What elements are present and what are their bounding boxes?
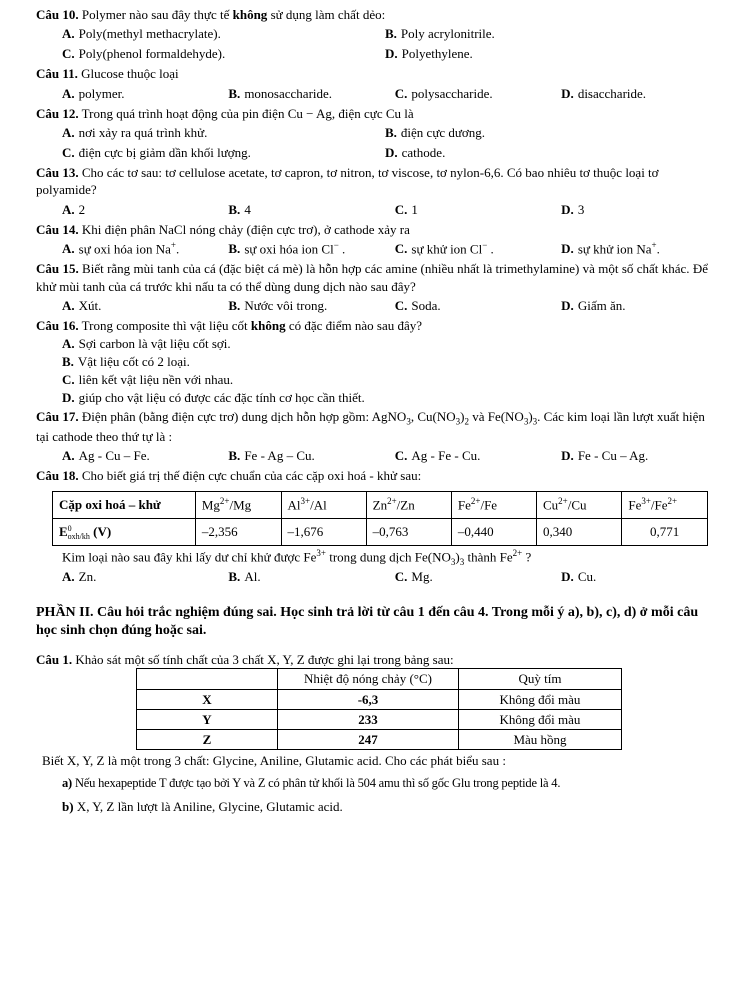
question-text: Trong composite thì vật liệu cốt <box>78 317 251 333</box>
ion: Zn <box>372 497 388 513</box>
subscript: 3 <box>459 556 465 567</box>
emphasis: không <box>250 317 286 333</box>
table-cell <box>366 491 451 518</box>
option-text: polymer. <box>78 85 125 101</box>
subscript: 3 <box>532 416 538 427</box>
option-label: C. <box>394 201 408 217</box>
option-b[interactable] <box>228 240 394 257</box>
question-15 <box>36 260 708 294</box>
question-text: ) <box>460 408 465 424</box>
option-b[interactable] <box>228 85 394 102</box>
table-header: Nhiệt độ nóng chảy (°C) <box>278 669 459 689</box>
table-cell <box>537 491 622 518</box>
option-text: điện cực dương. <box>400 124 486 140</box>
option-text: Poly(phenol formaldehyde). <box>78 46 226 62</box>
option-b[interactable] <box>228 568 394 585</box>
statement-label: a) <box>62 776 73 791</box>
punct: . <box>656 241 660 257</box>
option-text: Sợi carbon là vật liệu cốt sợi. <box>78 335 231 351</box>
option-a[interactable] <box>62 201 228 218</box>
question-text: có đặc điểm nào sau đây? <box>285 317 423 333</box>
table-cell: –0,440 <box>451 518 536 545</box>
option-text: 4 <box>244 201 251 217</box>
question-text: Glucose thuộc loại <box>77 66 179 82</box>
option-text: sự khử ion Na <box>577 241 652 257</box>
table-cell: Z <box>137 729 278 749</box>
subscript: 2 <box>464 416 469 427</box>
question-18-followup <box>36 548 708 569</box>
option-label: B. <box>228 297 241 313</box>
question-text: Polymer nào sau đây thực tế <box>78 7 233 22</box>
option-label: B. <box>62 354 74 370</box>
charge: + <box>170 239 176 250</box>
option-label: C. <box>62 46 75 62</box>
punct: . <box>487 241 494 257</box>
option-label: B. <box>228 201 241 217</box>
option-text: Poly acrylonitrile. <box>400 26 495 42</box>
metal: /Mg <box>229 497 252 513</box>
option-a[interactable] <box>62 85 228 102</box>
option-b[interactable] <box>385 25 708 42</box>
note: Biết X, Y, Z là một trong 3 chất: Glycine, Aniline, Glutamic acid. Cho các phát biểu sau : <box>42 753 506 769</box>
option-label: B. <box>385 124 397 140</box>
properties-table <box>136 668 622 750</box>
superscript: 0 <box>67 523 72 533</box>
option-c[interactable] <box>395 201 561 218</box>
subscript: oxh/kh <box>67 531 90 541</box>
subscript: 3 <box>455 416 461 427</box>
question-label: Câu 15. <box>36 261 79 277</box>
option-label: D. <box>385 46 398 62</box>
table-cell <box>622 491 708 518</box>
option-label: A. <box>62 124 75 140</box>
question-text: ? <box>522 548 532 564</box>
question-text: thành Fe <box>464 548 513 564</box>
options <box>36 25 708 42</box>
options <box>36 144 708 161</box>
question-text: và Fe(NO <box>468 408 524 424</box>
statement-text: X, Y, Z lần lượt là Aniline, Glycine, Glutamic acid. <box>73 798 343 814</box>
option-text: 1 <box>411 201 418 217</box>
question-label: Câu 18. <box>36 468 79 484</box>
option-text: Vật liệu cốt có 2 loại. <box>77 354 190 370</box>
option-text: Ag - Cu – Fe. <box>78 448 150 464</box>
section-heading: PHẦN II. Câu hỏi trắc nghiệm đúng sai. Học sinh trả lời từ câu 1 đến câu 4. Trong mỗi ý a), b), c), d) ở mỗi câu học sinh chọn đúng hoặc sai. <box>36 604 699 639</box>
question-16 <box>36 317 708 334</box>
table-header: Cặp oxi hoá – khử <box>53 491 196 518</box>
question-text: . Các kim loại lần lượt xuất hiện tại cathode theo thứ tự là : <box>36 408 705 445</box>
option-text: sự oxi hóa ion Cl <box>244 241 334 257</box>
table-header <box>137 669 278 689</box>
option-text: Nước vôi trong. <box>244 297 328 313</box>
charge: 2+ <box>470 495 481 506</box>
option-text: sự khử ion Cl <box>411 241 483 257</box>
question-text: , Cu(NO <box>410 408 456 424</box>
table-cell: X <box>137 689 278 709</box>
option-b[interactable] <box>228 201 394 218</box>
question-14 <box>36 221 708 238</box>
option-text: 3 <box>577 201 585 217</box>
charge: 3+ <box>300 495 311 506</box>
statement-b[interactable] <box>36 798 708 815</box>
charge: 2+ <box>512 547 523 558</box>
option-b[interactable] <box>228 447 394 464</box>
question-text: Cho các tơ sau: tơ cellulose acetate, tơ capron, tơ nitron, tơ viscose, tơ nylon-6,6. Có bao nhiêu tơ thuộc loại tơ polyamide? <box>36 165 659 198</box>
table-cell: –2,356 <box>195 518 281 545</box>
table-cell: Không đổi màu <box>459 709 622 729</box>
table-cell: 247 <box>278 729 459 749</box>
option-label: C. <box>62 145 75 161</box>
question-text: Cho biết giá trị thế điện cực chuẩn của các cặp oxi hoá - khử sau: <box>78 468 422 484</box>
question-text: sử dụng làm chất dẻo: <box>267 7 386 22</box>
question-text: Trong quá trình hoạt động của pin điện Cu − Ag, điện cực Cu là <box>78 105 414 121</box>
table-header <box>53 518 196 545</box>
table-cell: 0,340 <box>537 518 622 545</box>
question-10 <box>36 6 708 23</box>
charge: 2+ <box>667 495 678 506</box>
option-label: A. <box>62 448 75 464</box>
table-row <box>53 518 708 545</box>
statement-label: b) <box>62 798 74 814</box>
option-c[interactable] <box>395 568 561 585</box>
unit: (V) <box>89 523 112 539</box>
option-text: Giấm ăn. <box>577 297 626 313</box>
option-c[interactable] <box>36 371 708 388</box>
option-d[interactable] <box>385 144 708 161</box>
emphasis: không <box>232 7 268 22</box>
metal: /Fe <box>480 497 498 513</box>
table-cell: 0,771 <box>622 518 708 545</box>
metal: /Fe <box>650 497 668 513</box>
option-c[interactable] <box>395 297 561 314</box>
option-text: Polyethylene. <box>401 46 473 62</box>
ion: Cu <box>543 497 559 513</box>
option-d[interactable] <box>385 45 708 62</box>
option-label: B. <box>228 85 241 101</box>
option-b[interactable] <box>36 353 708 370</box>
option-label: A. <box>62 241 75 257</box>
charge: 2+ <box>387 495 397 506</box>
option-a[interactable] <box>62 240 228 257</box>
option-c[interactable] <box>62 45 385 62</box>
subscript: 3 <box>450 556 456 567</box>
charge: − <box>333 239 339 250</box>
question-label: Câu 17. <box>36 408 79 424</box>
option-text: Mg. <box>411 569 433 585</box>
table-row <box>137 689 622 709</box>
charge: − <box>482 239 488 250</box>
question-text: Điện phân (bằng điện cực trơ) dung dịch hỗn hợp gồm: AgNO <box>78 408 407 424</box>
table-row <box>137 709 622 729</box>
question-text: Khi điện phân NaCl nóng chảy (điện cực trơ), ở cathode xảy ra <box>78 221 410 237</box>
option-label: B. <box>228 448 241 464</box>
option-text: Fe - Cu – Ag. <box>577 448 649 464</box>
ion: Fe <box>457 497 471 513</box>
option-a[interactable] <box>36 335 708 352</box>
option-c[interactable] <box>395 85 561 102</box>
table-cell: –1,676 <box>281 518 366 545</box>
question-text: Khảo sát một số tính chất của 3 chất X, Y, Z được ghi lại trong bảng sau: <box>72 652 454 668</box>
question-label: Câu 11. <box>36 66 78 82</box>
option-text: nơi xảy ra quá trình khử. <box>78 124 208 140</box>
question-text: trong dung dịch Fe(NO <box>325 548 451 564</box>
option-d[interactable] <box>561 447 708 464</box>
table-cell: Y <box>137 709 278 729</box>
option-label: C. <box>394 297 408 313</box>
question-11 <box>36 65 708 82</box>
statement-text: Nếu hexapeptide T được tạo bởi Y và Z có phân tử khối là 504 amu thì số gốc Glu trong peptide là 4. <box>72 776 561 791</box>
question-17 <box>36 408 708 446</box>
option-text: cathode. <box>401 145 446 161</box>
question-label: Câu 13. <box>36 165 79 181</box>
charge: 2+ <box>219 495 230 506</box>
option-text: Fe - Ag – Cu. <box>244 448 315 464</box>
option-label: B. <box>228 241 241 257</box>
options <box>36 568 708 585</box>
option-a[interactable] <box>62 568 228 585</box>
options <box>36 201 708 218</box>
metal: /Zn <box>396 497 415 513</box>
option-text: giúp cho vật liệu có được các đặc tính cơ học cần thiết. <box>78 390 365 406</box>
table-cell: -6,3 <box>278 689 459 709</box>
table-row <box>137 729 622 749</box>
symbol: E <box>59 523 68 539</box>
option-label: C. <box>394 85 408 101</box>
ion: Mg <box>201 497 220 513</box>
option-text: disaccharide. <box>577 85 647 101</box>
option-d[interactable] <box>561 240 708 257</box>
option-label: D. <box>561 448 574 464</box>
option-a[interactable] <box>62 297 228 314</box>
question-label: Câu 14. <box>36 221 79 237</box>
table-cell <box>195 491 281 518</box>
question-label: Câu 12. <box>36 105 79 121</box>
options <box>36 45 708 62</box>
subscript: 3 <box>406 416 411 427</box>
question-text: ) <box>528 408 533 424</box>
option-label: D. <box>561 297 574 313</box>
option-text: 2 <box>78 201 86 217</box>
option-d[interactable] <box>561 568 708 585</box>
question-12 <box>36 105 708 122</box>
option-c[interactable] <box>395 447 561 464</box>
question-text: ) <box>455 548 460 564</box>
options <box>36 85 708 102</box>
table-row <box>53 491 708 518</box>
table-cell: Màu hồng <box>459 729 622 749</box>
option-text: Cu. <box>577 569 597 585</box>
table-row <box>137 669 622 689</box>
table-cell <box>451 491 536 518</box>
option-label: C. <box>394 241 408 257</box>
option-text: liên kết vật liệu nền với nhau. <box>78 372 234 388</box>
option-text: Soda. <box>411 297 441 313</box>
option-text: polysaccharide. <box>411 85 493 101</box>
option-a[interactable] <box>62 124 385 141</box>
table-header: Quỳ tím <box>459 669 622 689</box>
option-label: B. <box>228 569 241 585</box>
option-text: điện cực bị giảm dần khối lượng. <box>78 145 251 161</box>
punct: . <box>175 241 180 257</box>
option-label: C. <box>394 448 408 464</box>
option-b[interactable] <box>385 124 708 141</box>
option-label: A. <box>62 297 75 313</box>
options <box>36 297 708 314</box>
option-text: monosaccharide. <box>244 85 333 101</box>
option-label: D. <box>561 569 574 585</box>
option-label: D. <box>62 390 75 406</box>
table-cell: –0,763 <box>366 518 451 545</box>
option-label: B. <box>385 26 397 42</box>
question-label: Câu 16. <box>36 317 79 333</box>
exam-page <box>36 6 708 821</box>
option-label: C. <box>394 569 408 585</box>
option-a[interactable] <box>62 447 228 464</box>
question-18 <box>36 467 708 484</box>
part2-question-1 <box>36 651 708 668</box>
ion: Fe <box>628 497 642 513</box>
option-label: A. <box>62 569 75 585</box>
charge: 3+ <box>316 547 326 558</box>
table-cell: Không đổi màu <box>459 689 622 709</box>
option-label: D. <box>561 85 574 101</box>
charge: 2+ <box>558 495 568 506</box>
table-cell: 233 <box>278 709 459 729</box>
metal: /Al <box>310 497 327 513</box>
option-text: Al. <box>244 569 261 585</box>
option-label: D. <box>561 201 574 217</box>
question-text: Biết rằng mùi tanh của cá (đặc biệt cá mè) là hỗn hợp các amine (nhiều nhất là trimethylamine) và một số chất khác. Để khử mùi tanh của cá trước khi nấu ta có thể dùng dung dịch nào sau đây? <box>36 261 708 294</box>
option-text: Poly(methyl methacrylate). <box>78 26 221 42</box>
option-d[interactable] <box>36 389 708 406</box>
table-cell <box>281 491 366 518</box>
option-c[interactable] <box>395 240 561 257</box>
option-d[interactable] <box>561 85 708 102</box>
option-d[interactable] <box>561 297 708 314</box>
option-label: D. <box>561 241 574 257</box>
option-label: A. <box>62 335 75 351</box>
option-label: C. <box>62 372 75 388</box>
statement-a[interactable] <box>36 775 708 792</box>
options <box>36 124 708 141</box>
subscript: 3 <box>523 416 529 427</box>
question-label: Câu 1. <box>36 652 73 668</box>
option-b[interactable] <box>228 297 394 314</box>
option-text: Zn. <box>78 569 97 585</box>
option-text: Ag - Fe - Cu. <box>411 448 481 464</box>
options <box>36 240 708 257</box>
question-text: Kim loại nào sau đây khi lấy dư chỉ khử được Fe <box>62 548 317 564</box>
option-label: A. <box>62 26 75 42</box>
charge: 3+ <box>641 495 651 506</box>
options <box>36 447 708 464</box>
question-13 <box>36 164 708 198</box>
ion: Al <box>287 497 301 513</box>
option-a[interactable] <box>62 25 385 42</box>
option-label: A. <box>62 85 75 101</box>
question-label: Câu 10. <box>36 7 79 22</box>
option-label: A. <box>62 201 75 217</box>
option-text: sự oxi hóa ion Na <box>78 241 171 257</box>
option-c[interactable] <box>62 144 385 161</box>
option-label: D. <box>385 145 398 161</box>
metal: /Cu <box>567 497 587 513</box>
charge: + <box>651 239 657 250</box>
option-text: Xút. <box>78 297 102 313</box>
potential-table <box>52 491 708 546</box>
punct: . <box>338 241 346 257</box>
option-d[interactable] <box>561 201 708 218</box>
